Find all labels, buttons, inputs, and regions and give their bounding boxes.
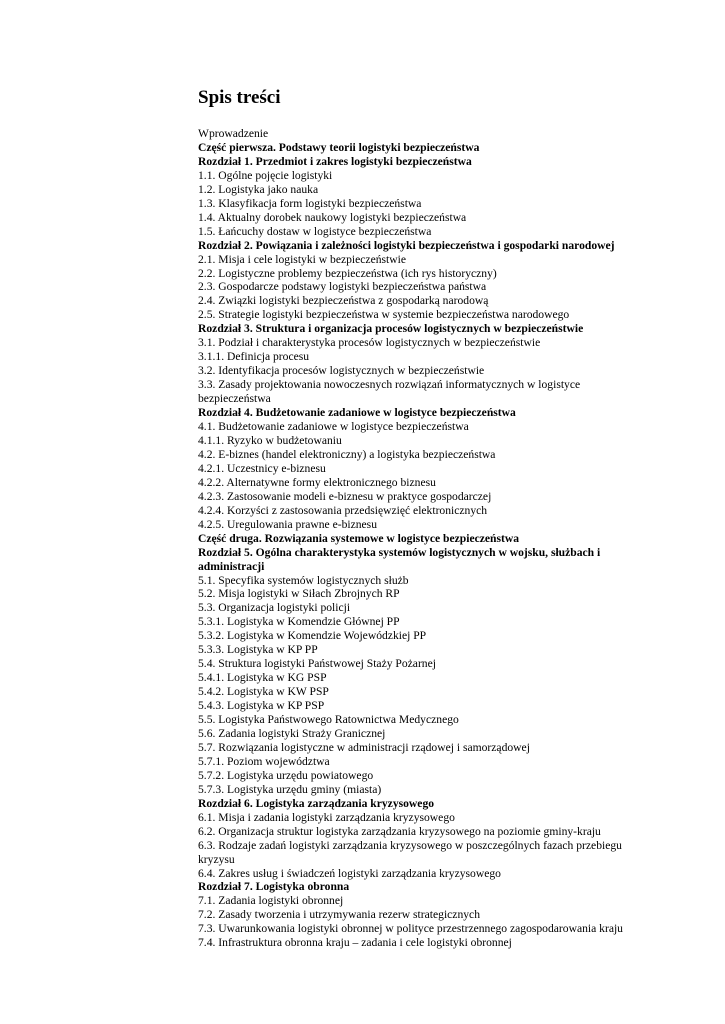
toc-entry: 3.1.1. Definicja procesu	[198, 350, 310, 364]
toc-entry: 4.2.3. Zastosowanie modeli e-biznesu w praktyce gospodarczej	[198, 489, 492, 503]
toc-entry: 7.1. Zadania logistyki obronnej	[198, 894, 344, 908]
document-page	[198, 86, 638, 950]
toc-entry: 3.2. Identyfikacja procesów logistycznych w bezpieczeństwie	[198, 364, 485, 378]
toc-heading: Rozdział 1. Przedmiot i zakres logistyki bezpieczeństwa	[198, 154, 472, 168]
toc-entry: 4.2.5. Uregulowania prawne e-biznesu	[198, 517, 377, 531]
toc-entry: 2.3. Gospodarcze podstawy logistyki bezpieczeństwa państwa	[198, 280, 487, 294]
toc-entry: 6.3. Rodzaje zadań logistyki zarządzania kryzysowego w poszczególnych fazach przebiegu kryzysu	[198, 838, 622, 866]
toc-heading: Rozdział 3. Struktura i organizacja procesów logistycznych w bezpieczeństwie	[198, 322, 584, 336]
page-title: Spis treści	[198, 87, 281, 108]
toc-entry: 1.4. Aktualny dorobek naukowy logistyki bezpieczeństwa	[198, 210, 467, 224]
toc-entry: 5.1. Specyfika systemów logistycznych służb	[198, 573, 409, 587]
toc-entry: 7.2. Zasady tworzenia i utrzymywania rezerw strategicznych	[198, 908, 480, 922]
toc-entry: 2.1. Misja i cele logistyki w bezpieczeństwie	[198, 252, 406, 266]
toc-entry: 5.3.1. Logistyka w Komendzie Głównej PP	[198, 615, 400, 629]
toc-entry: Wprowadzenie	[198, 127, 269, 140]
toc-entry: 5.4. Struktura logistyki Państwowej Staży Pożarnej	[198, 657, 436, 671]
toc-entry: 4.2.4. Korzyści z zastosowania przedsięwzięć elektronicznych	[198, 503, 488, 517]
toc-entry: 3.3. Zasady projektowania nowoczesnych rozwiązań informatycznych w logistyce bezpieczeństwa	[198, 378, 581, 406]
toc-entry: 4.2. E-biznes (handel elektroniczny) a logistyka bezpieczeństwa	[198, 447, 496, 461]
toc-entry: 5.3.3. Logistyka w KP PP	[198, 643, 318, 657]
toc-heading: Rozdział 7. Logistyka obronna	[198, 880, 350, 894]
toc-entry: 5.6. Zadania logistyki Straży Granicznej	[198, 726, 386, 740]
toc-heading: Rozdział 5. Ogólna charakterystyka systemów logistycznych w wojsku, służbach i administracji	[198, 545, 601, 573]
toc-entry: 2.2. Logistyczne problemy bezpieczeństwa (ich rys historyczny)	[198, 266, 497, 280]
toc-entry: 1.3. Klasyfikacja form logistyki bezpieczeństwa	[198, 196, 422, 210]
toc-entry: 3.1. Podział i charakterystyka procesów logistycznych w bezpieczeństwie	[198, 336, 541, 350]
toc-heading: Rozdział 4. Budżetowanie zadaniowe w logistyce bezpieczeństwa	[198, 406, 516, 420]
toc-entry: 5.4.2. Logistyka w KW PSP	[198, 685, 329, 699]
toc-entry: 5.7. Rozwiązania logistyczne w administracji rządowej i samorządowej	[198, 740, 530, 754]
toc-entry: 5.7.2. Logistyka urzędu powiatowego	[198, 768, 374, 782]
toc-entry: 4.1.1. Ryzyko w budżetowaniu	[198, 433, 342, 447]
toc-entry: 5.4.3. Logistyka w KP PSP	[198, 699, 325, 713]
toc-entry: 5.5. Logistyka Państwowego Ratownictwa Medycznego	[198, 713, 459, 727]
table-of-contents	[198, 127, 638, 950]
toc-entry: 5.4.1. Logistyka w KG PSP	[198, 671, 327, 685]
toc-entry: 5.3.2. Logistyka w Komendzie Wojewódzkiej PP	[198, 629, 427, 643]
toc-entry: 5.7.3. Logistyka urzędu gminy (miasta)	[198, 782, 382, 796]
toc-entry: 6.1. Misja i zadania logistyki zarządzania kryzysowego	[198, 810, 455, 824]
toc-entry: 2.5. Strategie logistyki bezpieczeństwa w systemie bezpieczeństwa narodowego	[198, 308, 570, 322]
toc-entry: 1.2. Logistyka jako nauka	[198, 182, 319, 196]
toc-entry: 2.4. Związki logistyki bezpieczeństwa z gospodarką narodową	[198, 294, 489, 308]
toc-entry: 6.2. Organizacja struktur logistyka zarządzania kryzysowego na poziomie gminy-kraju	[198, 824, 601, 838]
toc-heading: Część druga. Rozwiązania systemowe w logistyce bezpieczeństwa	[198, 531, 520, 545]
toc-heading: Część pierwsza. Podstawy teorii logistyki bezpieczeństwa	[198, 140, 480, 154]
toc-entry: 1.1. Ogólne pojęcie logistyki	[198, 168, 333, 182]
toc-entry: 1.5. Łańcuchy dostaw w logistyce bezpieczeństwa	[198, 224, 432, 238]
toc-entry: 5.2. Misja logistyki w Siłach Zbrojnych RP	[198, 587, 400, 601]
toc-entry: 4.2.2. Alternatywne formy elektronicznego biznesu	[198, 475, 436, 489]
toc-heading: Rozdział 6. Logistyka zarządzania kryzysowego	[198, 796, 435, 810]
toc-entry: 5.7.1. Poziom województwa	[198, 754, 330, 768]
toc-entry: 7.3. Uwarunkowania logistyki obronnej w polityce przestrzennego zagospodarowania kraju	[198, 922, 623, 936]
toc-entry: 4.1. Budżetowanie zadaniowe w logistyce bezpieczeństwa	[198, 420, 469, 434]
toc-entry: 4.2.1. Uczestnicy e-biznesu	[198, 461, 326, 475]
toc-entry: 5.3. Organizacja logistyki policji	[198, 601, 351, 615]
toc-entry: 6.4. Zakres usług i świadczeń logistyki zarządzania kryzysowego	[198, 866, 501, 880]
toc-heading: Rozdział 2. Powiązania i zależności logistyki bezpieczeństwa i gospodarki narodowej	[198, 238, 615, 252]
toc-entry: 7.4. Infrastruktura obronna kraju – zadania i cele logistyki obronnej	[198, 936, 512, 950]
